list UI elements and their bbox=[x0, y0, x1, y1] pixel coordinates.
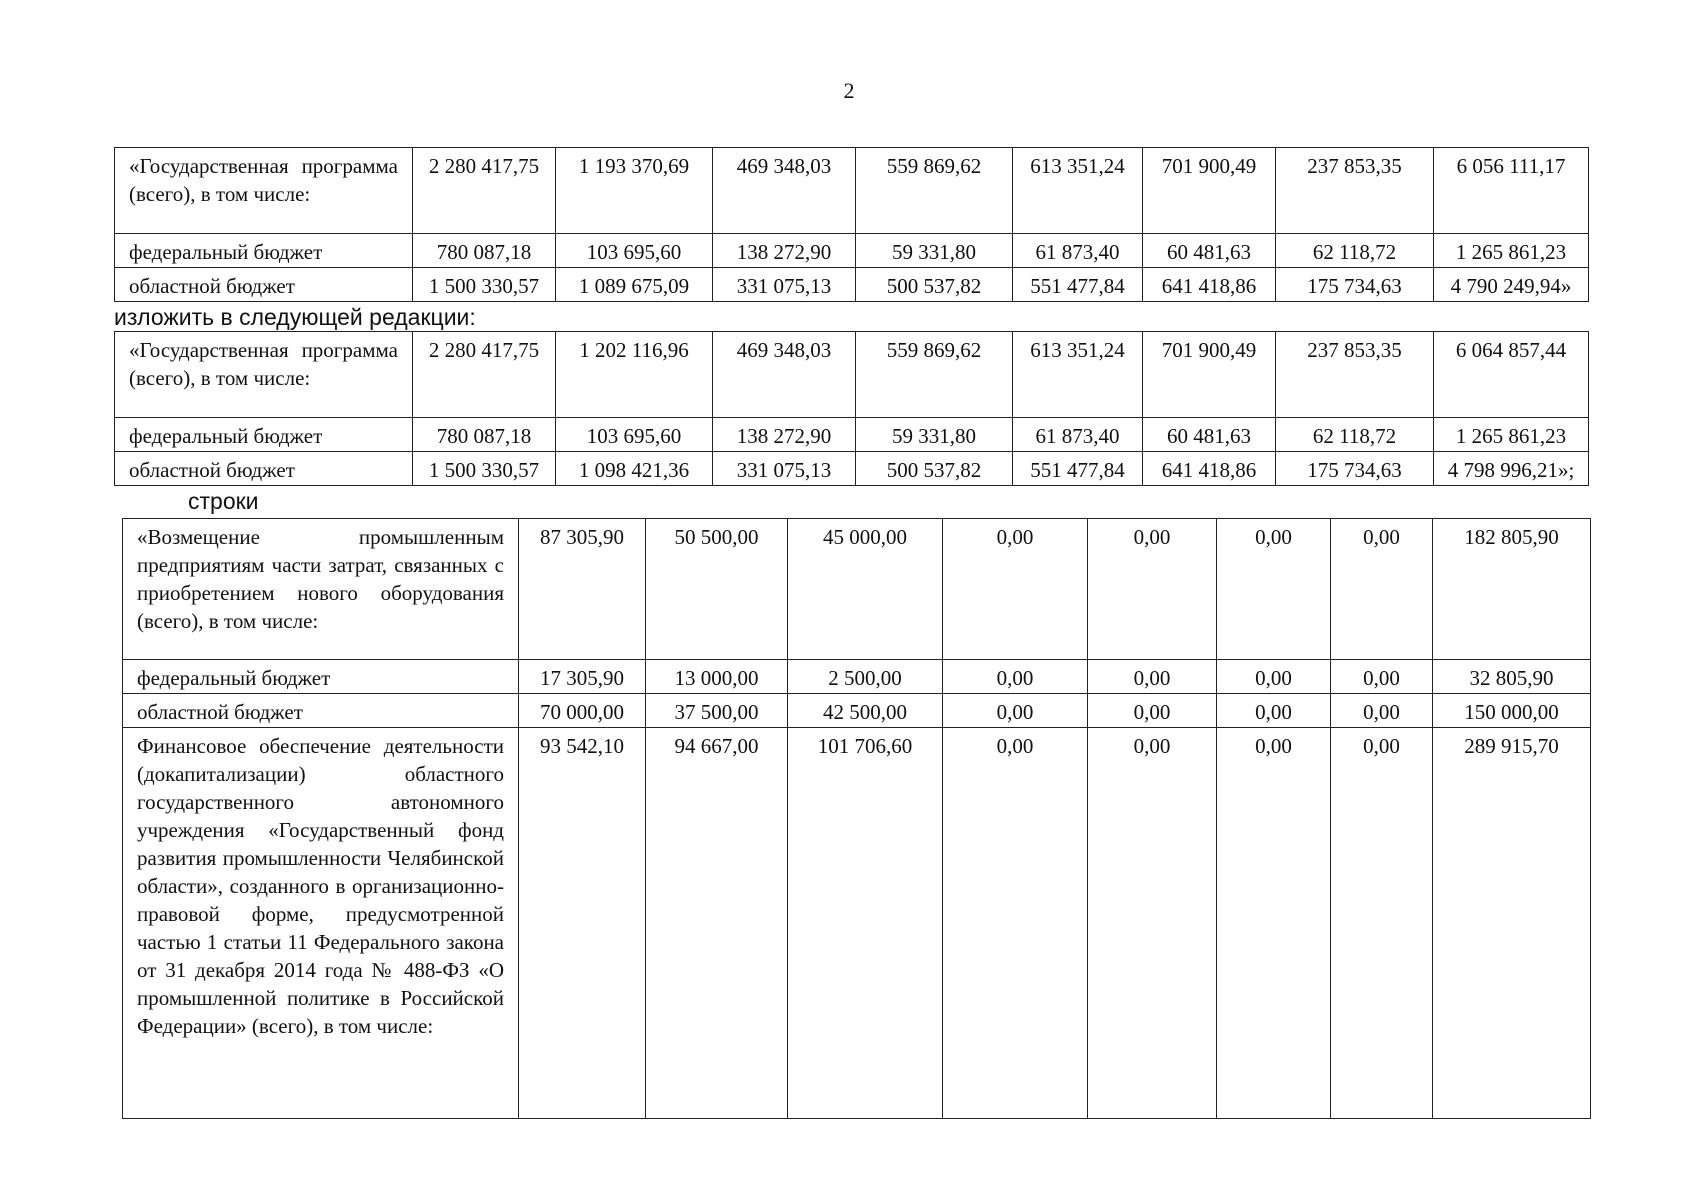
table-cell: 101 706,60 bbox=[788, 728, 943, 1119]
table-cell: 0,00 bbox=[1088, 728, 1217, 1119]
table-cell: 60 481,63 bbox=[1143, 418, 1276, 452]
table-row bbox=[115, 332, 1589, 418]
table-cell: 0,00 bbox=[1331, 728, 1433, 1119]
table-cell: 70 000,00 bbox=[519, 694, 646, 728]
row-label: областной бюджет bbox=[115, 452, 413, 486]
table-cell: 331 075,13 bbox=[713, 452, 856, 486]
table-cell: 613 351,24 bbox=[1013, 148, 1143, 234]
table-cell: 93 542,10 bbox=[519, 728, 646, 1119]
table-cell: 641 418,86 bbox=[1143, 268, 1276, 302]
table-cell: 641 418,86 bbox=[1143, 452, 1276, 486]
table-cell: 94 667,00 bbox=[646, 728, 788, 1119]
table-cell: 1 500 330,57 bbox=[413, 452, 556, 486]
table-cell: 32 805,90 bbox=[1433, 660, 1591, 694]
table-row bbox=[115, 418, 1589, 452]
table-cell: 0,00 bbox=[943, 519, 1088, 660]
table-cell: 2 280 417,75 bbox=[413, 148, 556, 234]
table-cell: 59 331,80 bbox=[856, 418, 1013, 452]
table-cell: 2 500,00 bbox=[788, 660, 943, 694]
table-cell: 551 477,84 bbox=[1013, 452, 1143, 486]
table-cell: 1 265 861,23 bbox=[1434, 234, 1589, 268]
row-label: Финансовое обеспечение деятельности (докапитализации) областного государственного автономного учреждения «Государственный фонд развития промышленности Челябинской области», созданного в организационно-правовой форме, предусмотренной частью 1 статьи 11 Федерального закона от 31 декабря 2014 года № 488-ФЗ «О промышленной политике в Российской Федерации» (всего), в том числе: bbox=[123, 728, 519, 1119]
table-row bbox=[115, 148, 1589, 234]
table-cell: 1 202 116,96 bbox=[556, 332, 713, 418]
row-label: «Государственная программа (всего), в том числе: bbox=[115, 332, 413, 418]
table-cell: 0,00 bbox=[1331, 519, 1433, 660]
table-cell: 0,00 bbox=[943, 694, 1088, 728]
table-cell: 500 537,82 bbox=[856, 452, 1013, 486]
row-label: федеральный бюджет bbox=[115, 234, 413, 268]
table-row bbox=[115, 234, 1589, 268]
table-cell: 138 272,90 bbox=[713, 418, 856, 452]
table-cell: 60 481,63 bbox=[1143, 234, 1276, 268]
table-row bbox=[123, 728, 1591, 1119]
row-label: федеральный бюджет bbox=[123, 660, 519, 694]
replace-caption: изложить в следующей редакции: bbox=[114, 304, 476, 330]
table-cell: 1 193 370,69 bbox=[556, 148, 713, 234]
table-cell: 61 873,40 bbox=[1013, 234, 1143, 268]
table-cell: 87 305,90 bbox=[519, 519, 646, 660]
page-number: 2 bbox=[843, 78, 855, 103]
table-cell: 0,00 bbox=[943, 660, 1088, 694]
table-cell: 37 500,00 bbox=[646, 694, 788, 728]
table-cell: 138 272,90 bbox=[713, 234, 856, 268]
table-cell: 469 348,03 bbox=[713, 332, 856, 418]
table-cell: 701 900,49 bbox=[1143, 332, 1276, 418]
table-cell: 1 265 861,23 bbox=[1434, 418, 1589, 452]
table-cell: 17 305,90 bbox=[519, 660, 646, 694]
table-cell: 1 089 675,09 bbox=[556, 268, 713, 302]
table-cell: 331 075,13 bbox=[713, 268, 856, 302]
table-cell: 103 695,60 bbox=[556, 234, 713, 268]
table-cell: 45 000,00 bbox=[788, 519, 943, 660]
table-row bbox=[115, 268, 1589, 302]
table-cell: 0,00 bbox=[1088, 660, 1217, 694]
table-cell: 0,00 bbox=[1217, 728, 1331, 1119]
table-cell: 0,00 bbox=[1217, 519, 1331, 660]
row-label: областной бюджет bbox=[123, 694, 519, 728]
table-cell: 559 869,62 bbox=[856, 148, 1013, 234]
table-cell: 500 537,82 bbox=[856, 268, 1013, 302]
table-cell: 2 280 417,75 bbox=[413, 332, 556, 418]
table-cell: 13 000,00 bbox=[646, 660, 788, 694]
budget-table-rows bbox=[122, 518, 1591, 1119]
table-cell: 6 056 111,17 bbox=[1434, 148, 1589, 234]
table-cell: 0,00 bbox=[1331, 694, 1433, 728]
table-cell: 59 331,80 bbox=[856, 234, 1013, 268]
table-cell: 150 000,00 bbox=[1433, 694, 1591, 728]
table-cell: 780 087,18 bbox=[413, 418, 556, 452]
table-cell: 62 118,72 bbox=[1276, 418, 1434, 452]
table-cell: 175 734,63 bbox=[1276, 268, 1434, 302]
table-cell: 780 087,18 bbox=[413, 234, 556, 268]
table-cell: 175 734,63 bbox=[1276, 452, 1434, 486]
table-cell: 6 064 857,44 bbox=[1434, 332, 1589, 418]
table-cell: 62 118,72 bbox=[1276, 234, 1434, 268]
table-cell: 0,00 bbox=[1088, 694, 1217, 728]
table-cell: 0,00 bbox=[1217, 694, 1331, 728]
row-label: областной бюджет bbox=[115, 268, 413, 302]
row-label: «Возмещение промышленным предприятиям части затрат, связанных с приобретением нового оборудования (всего), в том числе: bbox=[123, 519, 519, 660]
table-cell: 1 098 421,36 bbox=[556, 452, 713, 486]
table-cell: 469 348,03 bbox=[713, 148, 856, 234]
row-label: «Государственная программа (всего), в том числе: bbox=[115, 148, 413, 234]
table-cell: 182 805,90 bbox=[1433, 519, 1591, 660]
table-cell: 4 798 996,21»; bbox=[1434, 452, 1589, 486]
table-cell: 0,00 bbox=[1217, 660, 1331, 694]
table-cell: 237 853,35 bbox=[1276, 332, 1434, 418]
table-cell: 0,00 bbox=[943, 728, 1088, 1119]
table-cell: 1 500 330,57 bbox=[413, 268, 556, 302]
table-cell: 237 853,35 bbox=[1276, 148, 1434, 234]
table-cell: 0,00 bbox=[1088, 519, 1217, 660]
table-row bbox=[123, 694, 1591, 728]
budget-table-current bbox=[114, 147, 1589, 302]
table-cell: 0,00 bbox=[1331, 660, 1433, 694]
table-cell: 551 477,84 bbox=[1013, 268, 1143, 302]
table-cell: 4 790 249,94» bbox=[1434, 268, 1589, 302]
table-cell: 50 500,00 bbox=[646, 519, 788, 660]
table-cell: 42 500,00 bbox=[788, 694, 943, 728]
table-cell: 103 695,60 bbox=[556, 418, 713, 452]
table-cell: 701 900,49 bbox=[1143, 148, 1276, 234]
table-cell: 289 915,70 bbox=[1433, 728, 1591, 1119]
table-row bbox=[115, 452, 1589, 486]
table-row bbox=[123, 660, 1591, 694]
rows-caption: строки bbox=[188, 488, 259, 514]
table-cell: 559 869,62 bbox=[856, 332, 1013, 418]
table-cell: 61 873,40 bbox=[1013, 418, 1143, 452]
row-label: федеральный бюджет bbox=[115, 418, 413, 452]
table-cell: 613 351,24 bbox=[1013, 332, 1143, 418]
table-row bbox=[123, 519, 1591, 660]
budget-table-revised bbox=[114, 331, 1589, 486]
